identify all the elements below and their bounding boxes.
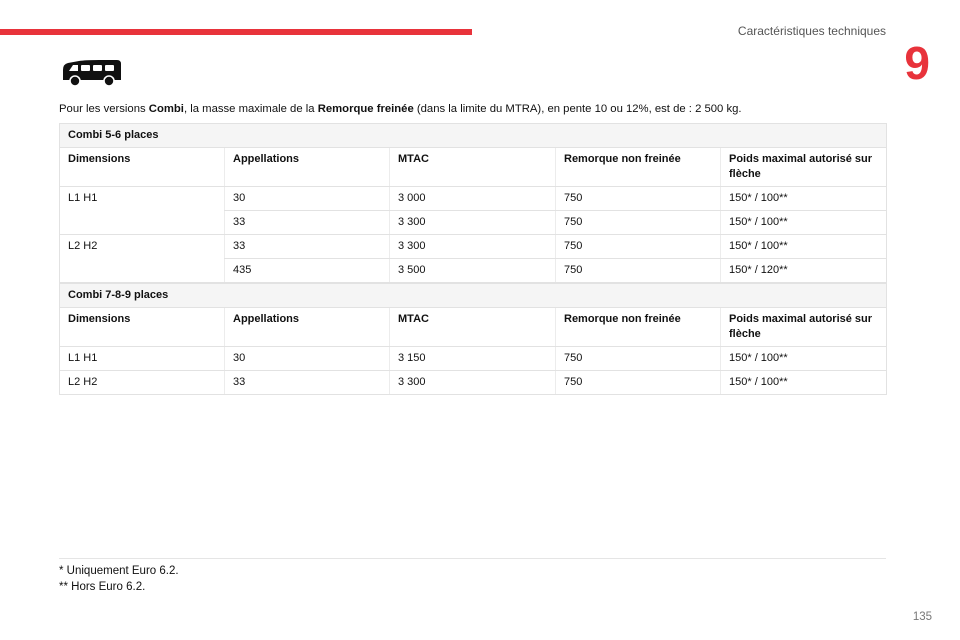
table-cell: 150* / 100**	[721, 347, 887, 371]
table-cell: L2 H2	[68, 240, 98, 252]
table-cell: L2 H2	[60, 371, 225, 395]
table-cell: L1 H1	[68, 192, 98, 204]
col-header: Poids maximal autorisé sur flèche	[721, 148, 887, 187]
table-cell: 3 300	[390, 371, 556, 395]
table-cell	[60, 259, 225, 283]
table-cell: 150* / 100**	[721, 371, 887, 395]
table-caption: Combi 5-6 places	[60, 124, 887, 148]
table-row	[60, 259, 887, 283]
table-cell: 3 500	[390, 259, 556, 283]
table-cell: 33	[225, 211, 390, 235]
col-header: Appellations	[225, 308, 390, 347]
table-cell: 150* / 100**	[721, 235, 887, 259]
col-header: Dimensions	[60, 148, 225, 187]
col-header: MTAC	[390, 308, 556, 347]
table-cell: L1 H1	[60, 347, 225, 371]
table-row	[60, 371, 887, 395]
col-header: Appellations	[225, 148, 390, 187]
table-row	[60, 235, 887, 259]
page-number: 135	[912, 611, 932, 623]
col-header: Remorque non freinée	[556, 308, 721, 347]
van-icon	[59, 58, 123, 88]
table-cell: 150* / 100**	[721, 211, 887, 235]
table-cell: 3 300	[390, 235, 556, 259]
table-header-row	[60, 308, 887, 347]
table-cell: 750	[556, 187, 721, 211]
table-combi-5-6	[59, 123, 887, 283]
table-cell: 750	[556, 347, 721, 371]
col-header: MTAC	[390, 148, 556, 187]
col-header: Dimensions	[60, 308, 225, 347]
table-cell: 150* / 100**	[721, 187, 887, 211]
table-row	[60, 187, 887, 211]
table-cell: 750	[556, 371, 721, 395]
table-cell: 33	[225, 371, 390, 395]
table-cell: 30	[225, 187, 390, 211]
table-cell: 435	[225, 259, 390, 283]
section-title: Caractéristiques techniques	[737, 24, 886, 38]
table-combi-7-8-9	[59, 283, 887, 395]
table-row	[60, 211, 887, 235]
table-cell: 3 150	[390, 347, 556, 371]
table-header-row	[60, 148, 887, 187]
chapter-number: 9	[904, 37, 930, 89]
table-cell	[60, 211, 225, 235]
table-cell: 750	[556, 235, 721, 259]
table-cell: 750	[556, 211, 721, 235]
footnote-divider	[59, 558, 886, 559]
table-cell: 750	[556, 259, 721, 283]
table-cell: 150* / 120**	[721, 259, 887, 283]
table-row	[60, 347, 887, 371]
table-cell: 30	[225, 347, 390, 371]
table-caption: Combi 7-8-9 places	[60, 284, 887, 308]
footnote-hors-euro-6-2: ** Hors Euro 6.2.	[59, 581, 146, 593]
table-cell: 3 000	[390, 187, 556, 211]
table-cell: 3 300	[390, 211, 556, 235]
footnote-euro-6-2: * Uniquement Euro 6.2.	[59, 565, 179, 577]
table-cell: 33	[225, 235, 390, 259]
col-header: Poids maximal autorisé sur flèche	[721, 308, 887, 347]
intro-paragraph: Pour les versions Combi, la masse maximale de la Remorque freinée (dans la limite du MTRA), en pente 10 ou 12%, est de : 2 500 kg.	[59, 103, 742, 115]
header-accent-bar	[0, 29, 472, 35]
col-header: Remorque non freinée	[556, 148, 721, 187]
